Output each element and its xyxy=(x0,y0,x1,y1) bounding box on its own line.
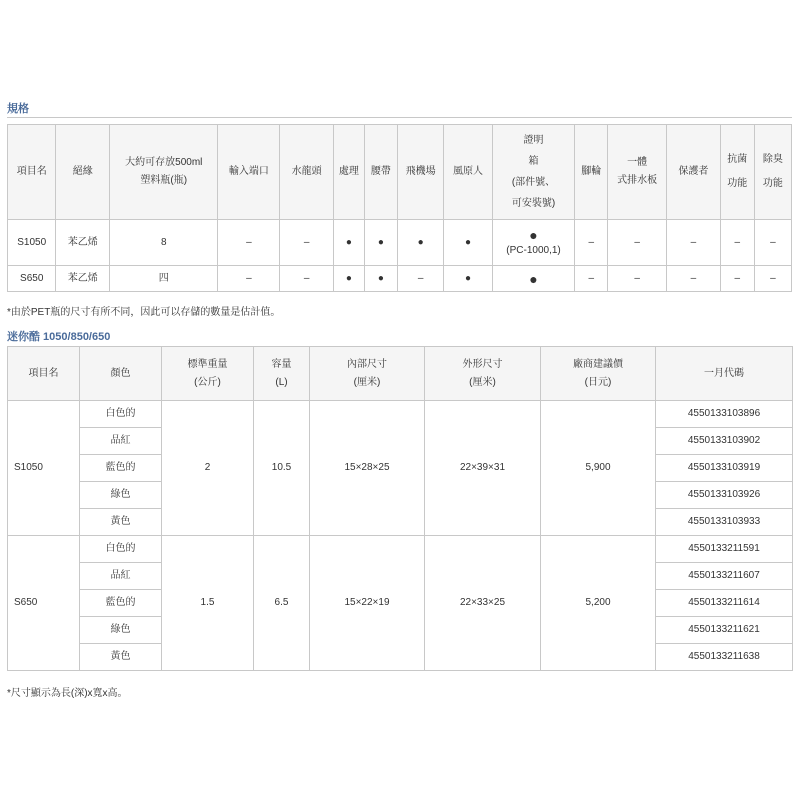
jan-code-cell: 4550133211621 xyxy=(656,617,793,644)
handle-cell: ● xyxy=(333,266,364,292)
weight-cell: 1.5 xyxy=(162,536,254,671)
header-inner-line1: 內部尺寸 xyxy=(347,358,387,370)
spec-section-title: 規格 xyxy=(7,103,29,115)
header-color: 顏色 xyxy=(80,347,162,401)
model-table xyxy=(7,346,793,671)
protector-cell: – xyxy=(667,266,721,292)
model-header-row xyxy=(8,347,793,401)
capacity-cell: 6.5 xyxy=(254,536,310,671)
color-cell: 綠色 xyxy=(80,482,162,509)
handle-cell: ● xyxy=(333,220,364,266)
jan-code-cell: 4550133211638 xyxy=(656,644,793,671)
group-name-cell: S650 xyxy=(8,536,80,671)
header-weight xyxy=(162,347,254,401)
box-dot: ● xyxy=(529,226,538,243)
inner-size-cell: 15×22×19 xyxy=(310,536,425,671)
jan-code-cell: 4550133103919 xyxy=(656,455,793,482)
header-inner xyxy=(310,347,425,401)
spec-header-cell: 項目名 xyxy=(8,125,56,220)
caster-cell: – xyxy=(575,220,608,266)
spec-header-cell: 證明 箱 (部件號、 可安裝號) xyxy=(492,125,575,220)
header-outer-line2: (厘米) xyxy=(469,376,496,388)
color-cell: 黃色 xyxy=(80,509,162,536)
airport-cell: ● xyxy=(397,220,443,266)
spec-header-cell: 抗菌 功能 xyxy=(720,125,754,220)
spec-header-cell: 保護者 xyxy=(667,125,721,220)
faucet-cell: – xyxy=(280,220,334,266)
header-price-line1: 廠商建議價 xyxy=(573,358,623,370)
spec-header-cell: 風原人 xyxy=(444,125,492,220)
header-inner-line2: (厘米) xyxy=(353,376,381,388)
color-cell: 白色的 xyxy=(80,536,162,563)
color-cell: 品紅 xyxy=(80,563,162,590)
deodor-cell: – xyxy=(754,266,791,292)
jan-code-cell: 4550133211591 xyxy=(656,536,793,563)
belt-cell: ● xyxy=(364,266,397,292)
price-cell: 5,900 xyxy=(541,401,656,536)
inner-size-cell: 15×28×25 xyxy=(310,401,425,536)
table-row xyxy=(8,266,792,292)
group-name-cell: S1050 xyxy=(8,401,80,536)
header-capacity-line1: 容量 xyxy=(271,358,292,370)
spec-header-cell: 處理 xyxy=(333,125,364,220)
header-weight-line1: 標準重量 xyxy=(187,358,228,370)
spec-header-cell: 除臭 功能 xyxy=(754,125,791,220)
table-row xyxy=(8,401,793,428)
header-code: 一月代碼 xyxy=(656,347,793,401)
box-cell xyxy=(492,266,575,292)
protector-cell: – xyxy=(667,220,721,266)
table-row xyxy=(8,220,792,266)
caster-cell: – xyxy=(575,266,608,292)
port-cell: – xyxy=(218,220,280,266)
model-footnote: *尺寸顯示為長(深)x寬x高。 xyxy=(7,688,128,699)
color-cell: 綠色 xyxy=(80,617,162,644)
color-cell: 白色的 xyxy=(80,401,162,428)
insulation-cell: 苯乙烯 xyxy=(56,266,110,292)
spec-header-cell: 腰帶 xyxy=(364,125,397,220)
header-price-line2: (日元) xyxy=(584,376,612,388)
header-capacity xyxy=(254,347,310,401)
spec-header-row xyxy=(8,125,792,220)
spec-header-cell: 大約可存放500ml 塑料瓶(瓶) xyxy=(110,125,218,220)
color-cell: 藍色的 xyxy=(80,590,162,617)
jan-code-cell: 4550133211614 xyxy=(656,590,793,617)
drain-cell: – xyxy=(608,220,667,266)
faucet-cell: – xyxy=(280,266,334,292)
color-cell: 藍色的 xyxy=(80,455,162,482)
color-cell: 品紅 xyxy=(80,428,162,455)
weight-cell: 2 xyxy=(162,401,254,536)
spec-footnote: *由於PET瓶的尺寸有所不同，因此可以存儲的數量是估計值。 xyxy=(7,307,281,318)
antibac-cell: – xyxy=(720,266,754,292)
spec-header-cell: 飛機場 xyxy=(397,125,443,220)
spec-header-cell: 輸入端口 xyxy=(218,125,280,220)
bottle-count-cell: 8 xyxy=(110,220,218,266)
header-outer-line1: 外形尺寸 xyxy=(462,358,503,370)
jan-code-cell: 4550133103902 xyxy=(656,428,793,455)
spec-header-cell: 水龍頭 xyxy=(280,125,334,220)
header-item: 項目名 xyxy=(8,347,80,401)
insulation-cell: 苯乙烯 xyxy=(56,220,110,266)
deodor-cell: – xyxy=(754,220,791,266)
wind-cell: ● xyxy=(444,266,492,292)
spec-table xyxy=(7,124,792,292)
jan-code-cell: 4550133103933 xyxy=(656,509,793,536)
header-capacity-line2: (L) xyxy=(275,376,288,388)
capacity-cell: 10.5 xyxy=(254,401,310,536)
table-row xyxy=(8,536,793,563)
spec-header-cell: 絕緣 xyxy=(56,125,110,220)
box-dot: ● xyxy=(529,270,538,287)
outer-size-cell: 22×33×25 xyxy=(425,536,541,671)
box-note: (PC-1000,1) xyxy=(506,244,561,256)
belt-cell: ● xyxy=(364,220,397,266)
airport-cell: – xyxy=(397,266,443,292)
outer-size-cell: 22×39×31 xyxy=(425,401,541,536)
price-cell: 5,200 xyxy=(541,536,656,671)
header-price xyxy=(541,347,656,401)
spec-top-rule xyxy=(7,117,792,118)
header-weight-line2: (公斤) xyxy=(194,376,221,388)
jan-code-cell: 4550133211607 xyxy=(656,563,793,590)
spec-header-cell: 腳輪 xyxy=(575,125,608,220)
color-cell: 黃色 xyxy=(80,644,162,671)
model-name-cell: S1050 xyxy=(8,220,56,266)
box-cell xyxy=(492,220,575,266)
header-outer xyxy=(425,347,541,401)
jan-code-cell: 4550133103926 xyxy=(656,482,793,509)
drain-cell: – xyxy=(608,266,667,292)
model-section-title: 迷你酷 1050/850/650 xyxy=(7,331,111,343)
wind-cell: ● xyxy=(444,220,492,266)
model-name-cell: S650 xyxy=(8,266,56,292)
spec-header-cell: 一體 式排水板 xyxy=(608,125,667,220)
port-cell: – xyxy=(218,266,280,292)
jan-code-cell: 4550133103896 xyxy=(656,401,793,428)
antibac-cell: – xyxy=(720,220,754,266)
bottle-count-cell: 四 xyxy=(110,266,218,292)
